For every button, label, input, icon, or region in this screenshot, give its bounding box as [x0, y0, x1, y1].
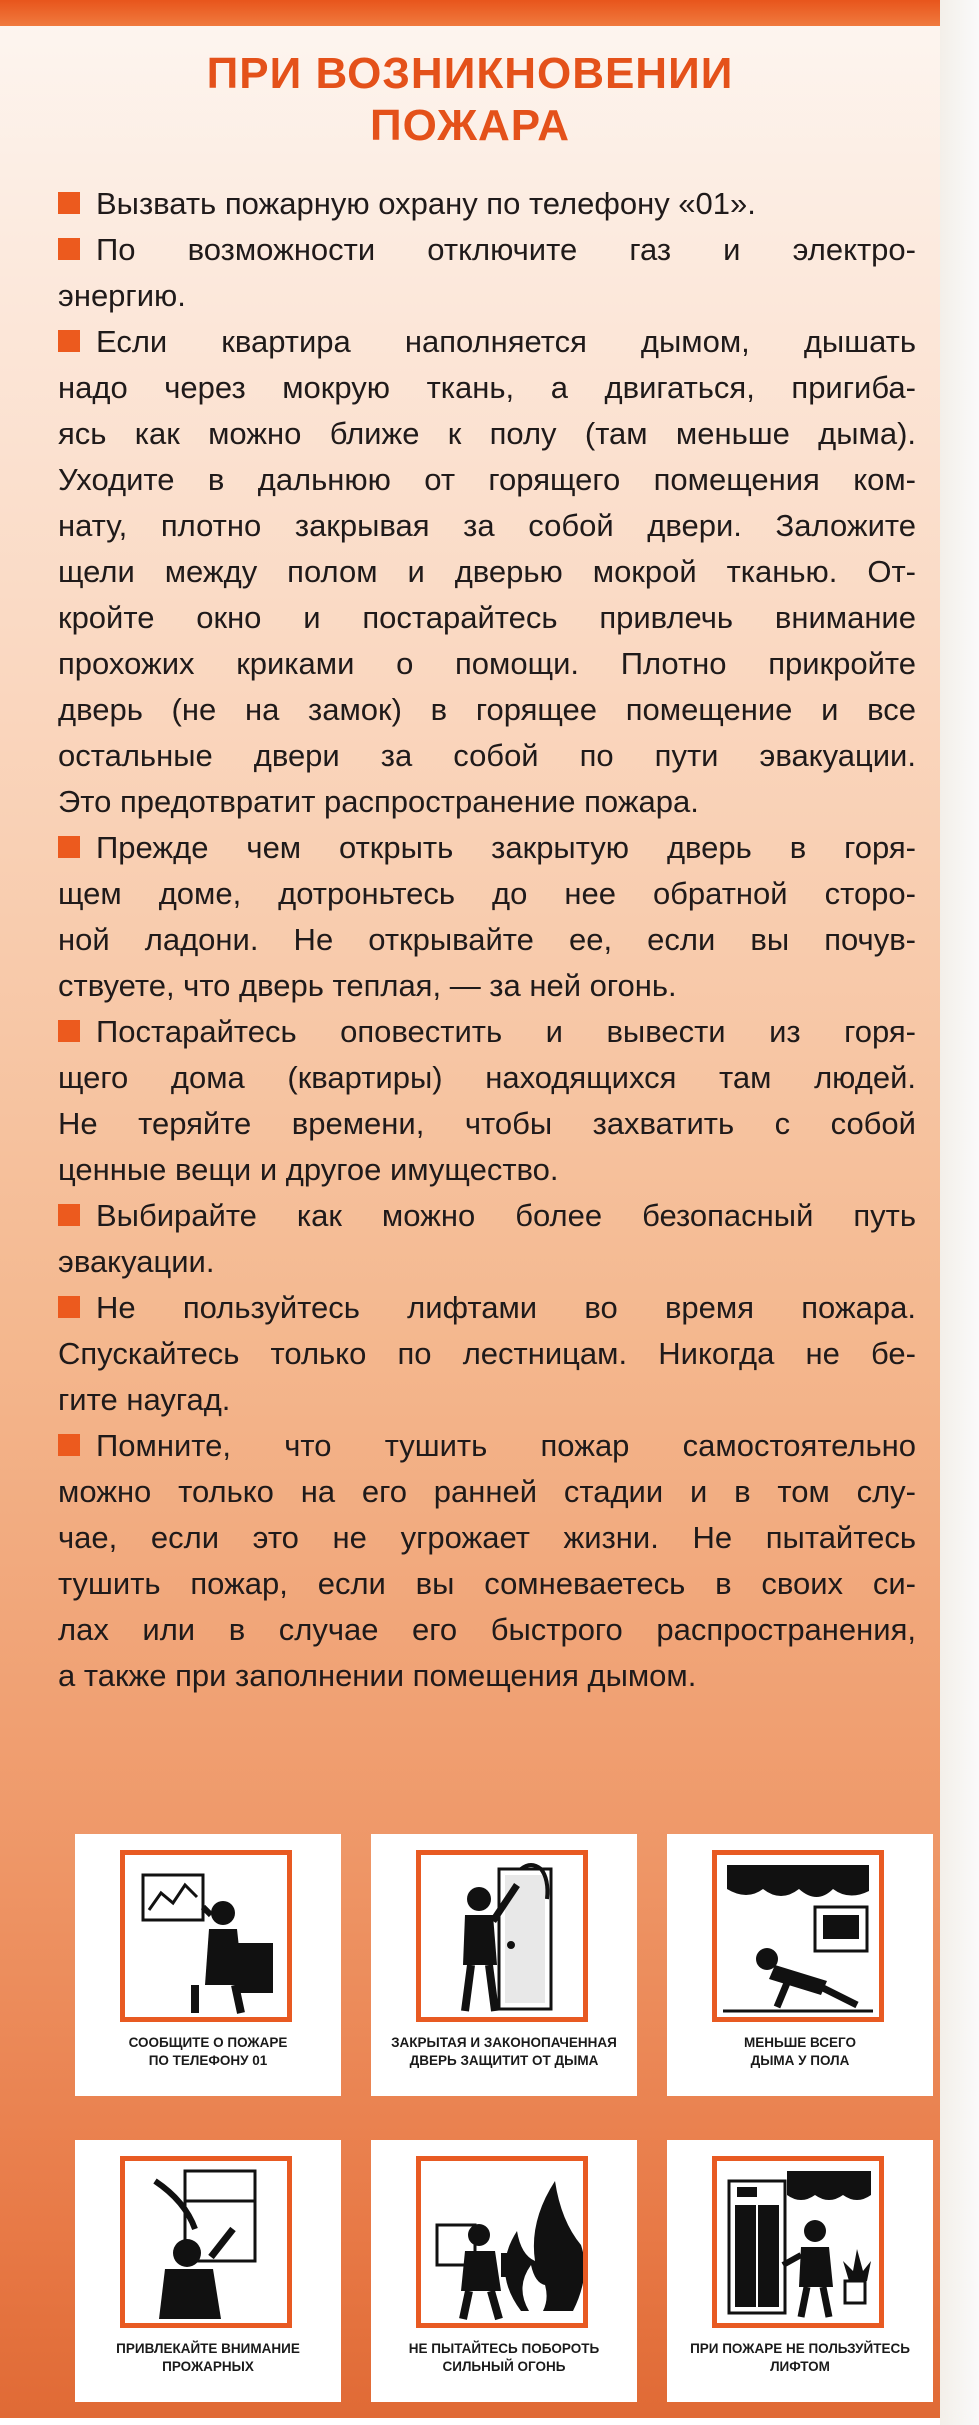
pictogram-caption	[81, 2340, 335, 2376]
instruction-item	[58, 1285, 916, 1423]
caption-line: СИЛЬНЫЙ ОГОНЬ	[442, 2359, 566, 2374]
instruction-text: По возможности отключите газ и электро-	[96, 232, 916, 267]
instruction-text: Вызвать пожарную охрану по телефону «01».	[96, 186, 756, 221]
instruction-text: гите наугад.	[58, 1382, 231, 1417]
instruction-text: энергию.	[58, 278, 186, 313]
instruction-text: лах или в случае его быстрого распространения,	[58, 1612, 916, 1647]
instruction-text: эвакуации.	[58, 1244, 215, 1279]
square-bullet-icon	[58, 1020, 80, 1042]
instruction-text: Это предотвратит распространение пожара.	[58, 784, 699, 819]
instruction-text: Выбирайте как можно более безопасный путь	[96, 1198, 916, 1233]
instruction-text: Прежде чем открыть закрытую дверь в горя-	[96, 830, 916, 865]
instruction-text: щели между полом и дверью мокрой тканью. От-	[58, 554, 916, 589]
instruction-text: можно только на его ранней стадии и в том слу-	[58, 1474, 916, 1509]
instruction-item	[58, 1423, 916, 1699]
pictogram-card	[667, 2140, 933, 2402]
instruction-line	[58, 181, 916, 227]
instructions-list	[58, 181, 916, 1699]
instruction-line	[58, 825, 916, 871]
caption-line: ПРОЖАРНЫХ	[162, 2359, 254, 2374]
caption-line: НЕ ПЫТАЙТЕСЬ ПОБОРОТЬ	[408, 2341, 600, 2356]
instruction-line	[58, 871, 916, 917]
square-bullet-icon	[58, 1296, 80, 1318]
instruction-line	[58, 1009, 916, 1055]
instruction-text: Не теряйте времени, чтобы захватить с собой	[58, 1106, 916, 1141]
pictogram-caption	[673, 2340, 927, 2376]
instruction-text: Спускайтесь только по лестницам. Никогда не бе-	[58, 1336, 916, 1371]
instruction-line	[58, 779, 916, 825]
no-elevator-icon	[717, 2161, 879, 2323]
instruction-text: Помните, что тушить пожар самостоятельно	[96, 1428, 916, 1463]
caption-line: СООБЩИТЕ О ПОЖАРЕ	[128, 2035, 288, 2050]
instruction-text: ной ладони. Не открывайте ее, если вы почув-	[58, 922, 916, 957]
instruction-line	[58, 733, 916, 779]
title-line-2: ПОЖАРА	[369, 101, 571, 150]
instruction-line	[58, 1101, 916, 1147]
instruction-line	[58, 503, 916, 549]
caption-line: МЕНЬШЕ ВСЕГО	[744, 2035, 856, 2050]
page-edge	[940, 0, 979, 2425]
instruction-text: Не пользуйтесь лифтами во время пожара.	[96, 1290, 916, 1325]
instruction-item	[58, 1009, 916, 1193]
instruction-text: а также при заполнении помещения дымом.	[58, 1658, 697, 1693]
page-title	[0, 48, 940, 152]
instruction-line	[58, 1331, 916, 1377]
instruction-item	[58, 1193, 916, 1285]
instruction-text: щем доме, дотроньтесь до нее обратной сторо-	[58, 876, 916, 911]
instruction-text: ствуете, что дверь теплая, — за ней огонь.	[58, 968, 677, 1003]
instruction-text: надо через мокрую ткань, а двигаться, пригиба-	[58, 370, 916, 405]
pictogram-card	[75, 2140, 341, 2402]
instruction-line	[58, 963, 916, 1009]
strong-fire-icon	[421, 2161, 583, 2323]
pictogram-caption	[377, 2034, 631, 2070]
caption-line: ЗАКРЫТАЯ И ЗАКОНОПАЧЕННАЯ	[391, 2035, 617, 2050]
square-bullet-icon	[58, 238, 80, 260]
instruction-line	[58, 1377, 916, 1423]
instruction-text: Уходите в дальнюю от горящего помещения ком-	[58, 462, 916, 497]
instruction-text: дверь (не на замок) в горящее помещение и все	[58, 692, 916, 727]
instruction-text: тушить пожар, если вы сомневаетесь в своих си-	[58, 1566, 916, 1601]
sealed-door-icon	[421, 1855, 583, 2017]
instruction-text: ясь как можно ближе к полу (там меньше дыма).	[58, 416, 916, 451]
instruction-item	[58, 181, 916, 227]
pictogram-card	[371, 1834, 637, 2096]
instruction-line	[58, 1147, 916, 1193]
top-stripe	[0, 0, 940, 26]
instruction-line	[58, 1239, 916, 1285]
square-bullet-icon	[58, 1434, 80, 1456]
caption-line: ЛИФТОМ	[770, 2359, 830, 2374]
caption-line: ДЫМА У ПОЛА	[750, 2053, 850, 2068]
square-bullet-icon	[58, 192, 80, 214]
instruction-line	[58, 227, 916, 273]
instruction-text: нату, плотно закрывая за собой двери. Заложите	[58, 508, 916, 543]
instruction-text: Если квартира наполняется дымом, дышать	[96, 324, 916, 359]
pictogram-caption	[377, 2340, 631, 2376]
instruction-text: Постарайтесь оповестить и вывести из горя-	[96, 1014, 916, 1049]
instruction-line	[58, 1285, 916, 1331]
crawl-low-icon	[717, 1855, 879, 2017]
caption-line: ДВЕРЬ ЗАЩИТИТ ОТ ДЫМА	[409, 2053, 599, 2068]
instruction-line	[58, 1055, 916, 1101]
instruction-text: ценные вещи и другое имущество.	[58, 1152, 559, 1187]
instruction-line	[58, 457, 916, 503]
phone-call-icon	[125, 1855, 287, 2017]
instruction-line	[58, 365, 916, 411]
instruction-line	[58, 917, 916, 963]
instruction-line	[58, 1653, 916, 1699]
instruction-line	[58, 1423, 916, 1469]
caption-line: ПРИ ПОЖАРЕ НЕ ПОЛЬЗУЙТЕСЬ	[690, 2341, 910, 2356]
square-bullet-icon	[58, 330, 80, 352]
window-signal-icon	[125, 2161, 287, 2323]
caption-line: ПРИВЛЕКАЙТЕ ВНИМАНИЕ	[116, 2341, 300, 2356]
pictogram-caption	[81, 2034, 335, 2070]
instruction-line	[58, 687, 916, 733]
title-line-1: ПРИ ВОЗНИКНОВЕНИИ	[206, 49, 734, 98]
pictogram-card	[75, 1834, 341, 2096]
instruction-text: кройте окно и постарайтесь привлечь внимание	[58, 600, 916, 635]
instruction-line	[58, 1607, 916, 1653]
instruction-item	[58, 825, 916, 1009]
instruction-line	[58, 1193, 916, 1239]
instruction-line	[58, 319, 916, 365]
caption-line: ПО ТЕЛЕФОНУ 01	[148, 2053, 268, 2068]
instruction-line	[58, 1469, 916, 1515]
instruction-text: прохожих криками о помощи. Плотно прикройте	[58, 646, 916, 681]
instruction-item	[58, 319, 916, 825]
instruction-item	[58, 227, 916, 319]
instruction-line	[58, 595, 916, 641]
instruction-line	[58, 273, 916, 319]
instruction-line	[58, 1515, 916, 1561]
instruction-text: остальные двери за собой по пути эвакуации.	[58, 738, 916, 773]
square-bullet-icon	[58, 836, 80, 858]
pictogram-card	[667, 1834, 933, 2096]
instruction-line	[58, 1561, 916, 1607]
instruction-text: щего дома (квартиры) находящихся там людей.	[58, 1060, 916, 1095]
instruction-line	[58, 641, 916, 687]
instruction-line	[58, 411, 916, 457]
square-bullet-icon	[58, 1204, 80, 1226]
instruction-text: чае, если это не угрожает жизни. Не пытайтесь	[58, 1520, 916, 1555]
instruction-line	[58, 549, 916, 595]
pictogram-caption	[673, 2034, 927, 2070]
pictogram-card	[371, 2140, 637, 2402]
